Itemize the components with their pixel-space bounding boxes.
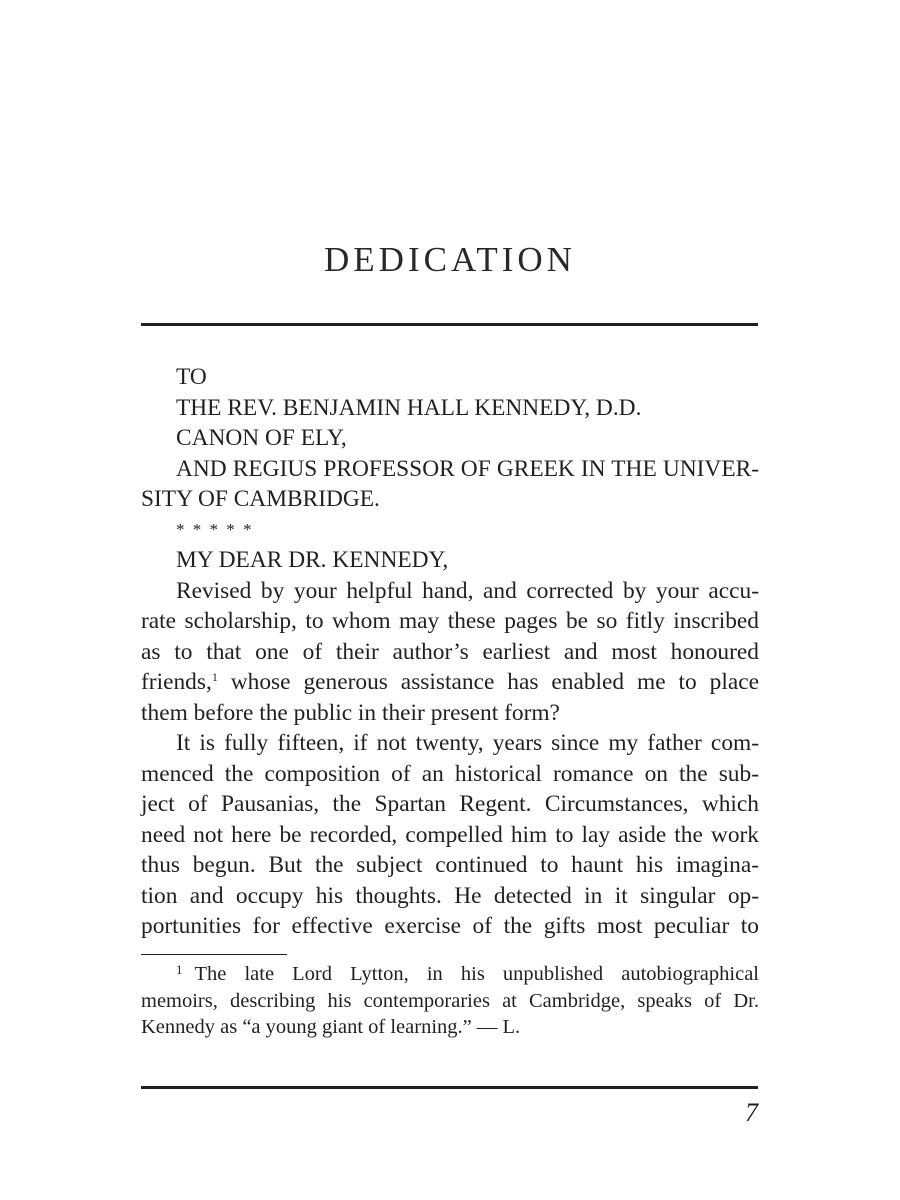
paragraph-2-line: ject of Pausanias, the Spartan Regent. Circumstances, which — [141, 791, 759, 817]
footnote-line-1 — [141, 961, 759, 988]
paragraph-2-line: tion and occupy his thoughts. He detected in it singular op- — [141, 882, 759, 909]
address-name: THE REV. BENJAMIN HALL KENNEDY, D.D. — [176, 394, 642, 421]
paragraph-2-line: need not here be recorded, compelled him to lay aside the work — [141, 821, 759, 848]
page-title: DEDICATION — [324, 240, 576, 279]
salutation: MY DEAR DR. KENNEDY, — [176, 547, 449, 573]
bottom-rule — [141, 1086, 758, 1089]
section-stars: * * * * * — [176, 519, 254, 539]
dedication-body — [141, 362, 759, 942]
footnote-rule — [141, 954, 287, 955]
paragraph-2-line: thus begun. But the subject continued to haunt his imagina- — [141, 852, 759, 878]
address-canon: CANON OF ELY, — [176, 425, 347, 451]
footnote-line: memoirs, describing his contemporaries at Cambridge, speaks of Dr. — [141, 989, 759, 1012]
paragraph-1-line: as to that one of their author’s earliest and most honoured — [141, 638, 759, 665]
paragraph-1-line-with-note — [141, 667, 759, 698]
paragraph-2-line: portunities for effective exercise of the gifts most peculiar to — [141, 913, 759, 939]
paragraph-2-line: menced the composition of an historical romance on the sub- — [141, 760, 759, 787]
address-professor-line-2: SITY OF CAMBRIDGE. — [141, 486, 380, 512]
footnote-line-1-text: The late Lord Lytton, in his unpublished autobiographical — [194, 963, 759, 985]
top-rule — [141, 323, 758, 326]
paragraph-1-line-rest: whose generous assistance has enabled me to place — [230, 669, 759, 695]
footnote-reference: 1 — [211, 670, 218, 684]
address-professor-line-1: AND REGIUS PROFESSOR OF GREEK IN THE UNIVER- — [176, 455, 759, 482]
paragraph-1-line: them before the public in their present form? — [141, 699, 560, 726]
footnote-line: Kennedy as “a young giant of learning.” — L. — [141, 1016, 521, 1038]
paragraph-1-line: rate scholarship, to whom may these pages be so fitly inscribed — [141, 608, 759, 634]
word-friends: friends, — [141, 669, 212, 695]
footnote — [141, 961, 759, 1041]
page-number: 7 — [745, 1098, 758, 1127]
address-to: TO — [176, 364, 207, 390]
paragraph-1-line: Revised by your helpful hand, and corrected by your accu- — [176, 577, 759, 604]
paragraph-2-line: It is fully fifteen, if not twenty, years since my father com- — [176, 730, 759, 756]
footnote-number: 1 — [176, 962, 183, 977]
